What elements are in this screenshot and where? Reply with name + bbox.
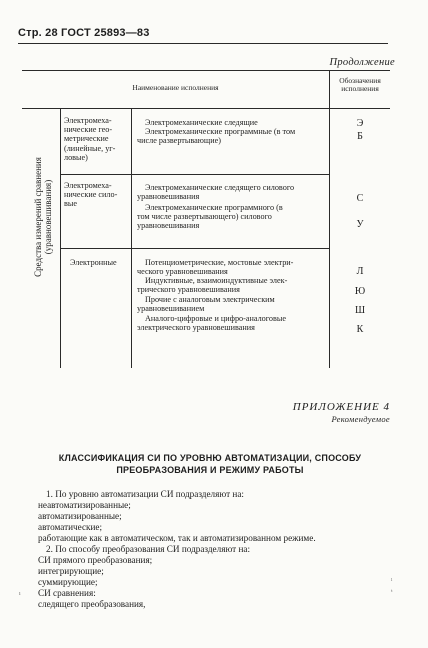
item-code: Б xyxy=(357,131,363,142)
appendix-subtitle: Рекомендуемое xyxy=(331,414,390,424)
item-line: Потенциометрические, мостовые электри- xyxy=(145,258,294,267)
item-line: Электромеханические следящего силового xyxy=(145,183,295,192)
item-code: С xyxy=(356,193,364,204)
body-line: работающие как в автоматическом, так и автоматизированном режиме. xyxy=(38,533,316,543)
group-name-line: метрические xyxy=(64,134,109,144)
table-group-column-divider xyxy=(131,108,132,368)
item-code: К xyxy=(356,324,364,335)
vertical-category-label xyxy=(26,110,60,324)
item-code: Э xyxy=(356,118,364,129)
appendix-title: ПРИЛОЖЕНИЕ 4 xyxy=(292,401,390,413)
body-line: СИ прямого преобразования; xyxy=(38,555,153,565)
column-header-code xyxy=(330,77,390,93)
body-line: следящего преобразования, xyxy=(38,599,146,609)
table-code-column-divider xyxy=(329,70,330,368)
item-line: уравновешиванием xyxy=(137,304,205,314)
item-code: Ш xyxy=(354,305,366,316)
group-name-line: Электромеха- xyxy=(64,116,112,125)
item-line: Прочие с аналоговым электрическим xyxy=(145,295,275,304)
group-name-force xyxy=(64,181,130,209)
body-line: автоматизированные; xyxy=(38,511,122,521)
group-name-line: нические сило- xyxy=(64,190,118,200)
body-line: суммирующие; xyxy=(38,577,98,587)
body-line: 2. По способу преобразования СИ подразделяют на: xyxy=(46,544,251,554)
item-description xyxy=(137,183,327,201)
section-title xyxy=(40,452,380,476)
item-description xyxy=(137,314,327,332)
item-code: Л xyxy=(356,266,364,277)
body-line: автоматические; xyxy=(38,522,103,532)
item-line: том числе развертывающего) силового xyxy=(137,212,272,222)
item-description xyxy=(137,295,327,313)
group-name-line: нические гео- xyxy=(64,125,113,135)
column-header-code-line-1: Обозначения xyxy=(339,76,381,85)
item-description xyxy=(137,203,327,231)
table-top-rule xyxy=(22,70,390,71)
column-header-code-line-2: исполнения xyxy=(341,84,379,93)
body-text xyxy=(38,489,393,610)
table-label-column-divider xyxy=(60,108,61,368)
margin-mark-right-bottom: ₜ xyxy=(391,588,393,594)
body-line: СИ сравнения: xyxy=(38,588,96,598)
body-line: интегрирующие; xyxy=(38,566,104,576)
item-line: электрического уравновешивания xyxy=(137,323,255,333)
item-description xyxy=(137,127,327,145)
item-description xyxy=(137,258,327,276)
group-name-geometric xyxy=(64,116,130,162)
item-line: трического уравновешивания xyxy=(137,285,240,295)
item-description xyxy=(137,118,327,127)
header-rule xyxy=(18,43,388,44)
page-header: Стр. 28 ГОСТ 25893—83 xyxy=(18,27,150,39)
item-line: уравновешивания xyxy=(137,221,200,231)
item-line: числе развертывающие) xyxy=(137,136,221,146)
section-title-line-1: КЛАССИФИКАЦИЯ СИ ПО УРОВНЮ АВТОМАТИЗАЦИИ, СПОСОБУ xyxy=(58,453,362,463)
group-name-electronic xyxy=(70,258,130,267)
margin-mark-left: ı xyxy=(19,591,21,597)
group-name-line: вые xyxy=(64,199,78,209)
continuation-label: Продолжение xyxy=(329,57,395,68)
section-title-line-2: ПРЕОБРАЗОВАНИЯ И РЕЖИМУ РАБОТЫ xyxy=(116,465,304,475)
table-group-rule-2 xyxy=(60,248,329,249)
group-name-line: (линейные, уг- xyxy=(64,143,116,153)
vertical-label-line-1: Средства измерений сравнения xyxy=(33,157,43,277)
group-name-line: Электромеха- xyxy=(64,181,112,190)
table-header-rule xyxy=(22,108,390,109)
group-name-line: ловые) xyxy=(64,152,88,162)
body-line: 1. По уровню автоматизации СИ подразделяют на: xyxy=(46,489,244,499)
item-line: Электромеханические следящие xyxy=(145,118,258,127)
appendix-heading xyxy=(293,401,390,424)
group-name-line: Электронные xyxy=(70,258,117,267)
item-line: Аналого-цифровые и цифро-аналоговые xyxy=(145,314,287,323)
item-line: Электромеханические программного (в xyxy=(145,203,283,212)
item-line: уравновешивания xyxy=(137,192,200,202)
item-code: Ю xyxy=(354,286,366,297)
table-group-rule-1 xyxy=(60,174,329,175)
column-header-name: Наименование исполнения xyxy=(132,83,219,92)
vertical-label-line-2: (уравновешивания) xyxy=(43,179,53,255)
body-line: неавтоматизированные; xyxy=(38,500,131,510)
item-description xyxy=(137,276,327,294)
margin-mark-right-top: ₗ xyxy=(391,577,393,583)
item-line: Индуктивные, взаимоиндуктивные элек- xyxy=(145,276,288,285)
item-code: У xyxy=(356,219,364,230)
item-line: ческого уравновешивания xyxy=(137,267,228,277)
item-line: Электромеханические программные (в том xyxy=(145,127,296,136)
